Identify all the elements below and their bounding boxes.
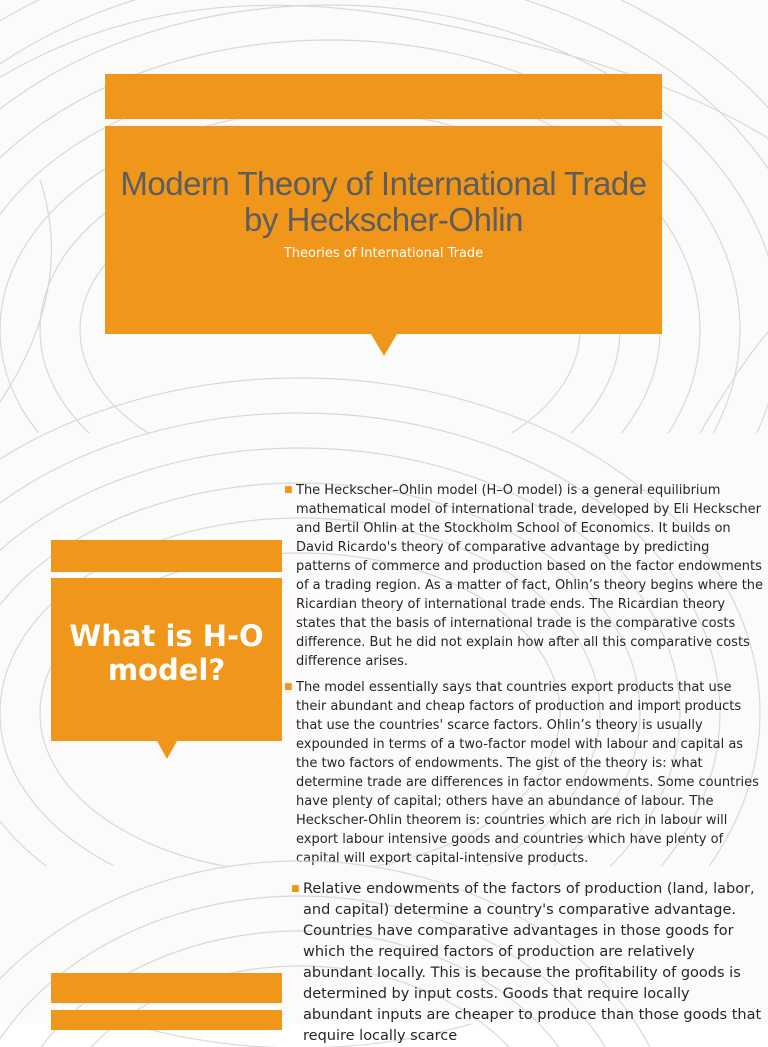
bullet-item: [284, 481, 764, 671]
slide-title: [0, 0, 768, 433]
slide-title-text: Modern Theory of International Trade by Heckscher-Ohlin: [120, 165, 647, 238]
bullet-text: The model essentially says that countries export products that use their abundant and cheap factors of production and import products that use the countries' scarce factors. Ohlin’s theory is usually expounded in terms of a two-factor model with labour and capital as the two factors of endowments. The gist of the theory is: what determine trade are differences in factor endowments. Some countries have plenty of capital; others have an abundance of labour. The Heckscher-Ohlin theorem is: countries which are rich in labour will export labour intensive goods and countries which have plenty of capital will export capital-intensive products.: [296, 680, 759, 866]
bullet-item: [284, 678, 764, 868]
square-bullet-icon: ■: [291, 884, 300, 894]
heading-accent-band: [51, 973, 282, 1003]
bullet-list: [291, 879, 763, 1047]
square-bullet-icon: ■: [284, 682, 293, 692]
slide-heading: What is H-O model?: [69, 619, 264, 687]
title-accent-band: [105, 74, 662, 119]
heading-accent-band: [51, 540, 282, 572]
slide-factor-endowments: [0, 866, 768, 1044]
bullet-text: The Heckscher–Ohlin model (H–O model) is a general equilibrium mathematical model of international trade, developed by Eli Heckscher and Bertil Ohlin at the Stockholm School of Economics. It builds on David Ricardo's theory of comparative advantage by predicting patterns of commerce and production based on the factor endowments of a trading region. As a matter of fact, Ohlin’s theory begins where the Ricardian theory of international trade ends. The Ricardian theory states that the basis of international trade is the comparative costs difference. But he did not explain how after all this comparative costs difference arises.: [296, 483, 764, 669]
slide-subtitle: Theories of International Trade: [283, 246, 484, 261]
bullet-text: Relative endowments of the factors of production (land, labor, and capital) determine a country's comparative advantage. Countries have comparative advantages in those goods for which the required factors of production are relatively abundant locally. This is because the profitability of goods is determined by input costs. Goods that require locally abundant inputs are cheaper to produce than those goods that require locally scarce: [303, 881, 762, 1044]
slide-what-is-ho: [0, 433, 768, 866]
title-box-pointer: [371, 334, 397, 356]
square-bullet-icon: ■: [284, 485, 293, 495]
heading-box: [51, 1010, 282, 1030]
bullet-list: [284, 481, 764, 875]
bullet-item: [291, 879, 763, 1047]
heading-box-pointer: [157, 741, 177, 759]
